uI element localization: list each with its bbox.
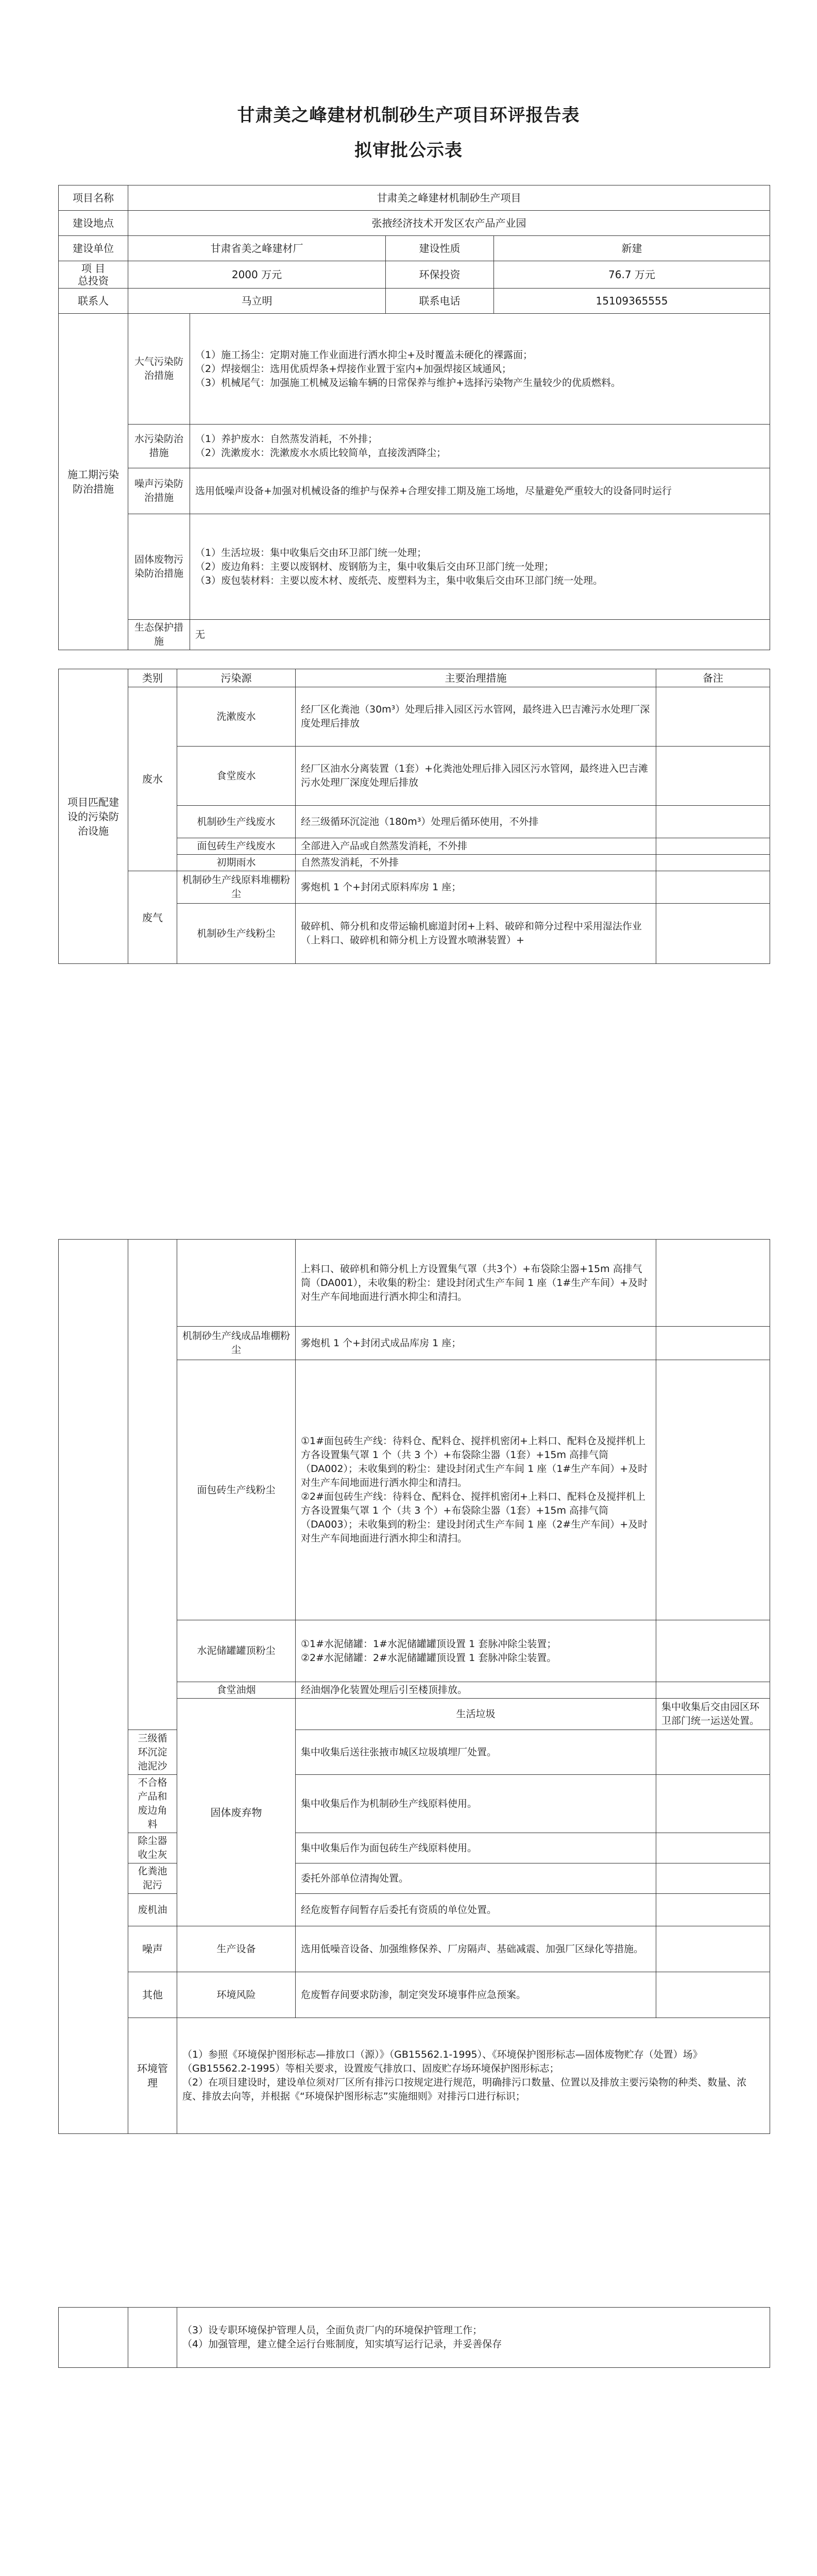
header-category: 类别 (128, 669, 177, 687)
table-row (59, 669, 770, 687)
mgmt-label: 环境管理 (128, 2018, 177, 2134)
water-source: 机制砂生产线废水 (177, 806, 296, 838)
table-row (59, 1240, 770, 1327)
noise-measure: 选用低噪音设备、加强维修保养、厂房隔声、基础减震、加强厂区绿化等措施。 (296, 1926, 656, 1972)
note-cell (656, 1926, 770, 1972)
other-measure: 危废暂存间要求防渗，制定突发环境事件应急预案。 (296, 1972, 656, 2018)
solid-source: 除尘器收尘灰 (128, 1833, 177, 1863)
phone-value: 15109365555 (494, 289, 770, 314)
gas-spacer (128, 1240, 177, 1730)
note-cell (656, 1620, 770, 1682)
gas-measure: 上料口、破碎机和筛分机上方设置集气罩（共3个）+布袋除尘器+15m 高排气筒（DA001），未收集的粉尘：建设封闭式生产车间 1 座（1#生产车间）+及时对生产车间地面进行洒水抑尘和清扫。 (296, 1240, 656, 1327)
solid-measure: 经危废暂存间暂存后委托有资质的单位处置。 (296, 1894, 656, 1926)
water-measure: 全部进入产品或自然蒸发消耗，不外排 (296, 838, 656, 855)
table-row (59, 514, 770, 620)
contact-value: 马立明 (128, 289, 386, 314)
table-row (59, 1775, 770, 1833)
solid-source: 生活垃圾 (296, 1699, 656, 1730)
table-row (59, 1972, 770, 2018)
section-spacer (59, 1240, 128, 2134)
gas-measure: 经油烟净化装置处理后引至楼顶排放。 (296, 1682, 656, 1699)
location-label: 建设地点 (59, 211, 128, 236)
construction-row-text: （1）施工扬尘：定期对施工作业面进行洒水抑尘+及时覆盖未硬化的裸露面； （2）焊接烟尘：选用优质焊条+焊接作业置于室内+加强焊接区域通风； （3）机械尾气：加强施工机械及运输车辆的日常保养与维护+选择污染物产生量较少的优质燃料。 (190, 314, 770, 425)
construction-row-name: 生态保护措施 (128, 620, 190, 650)
unit-value: 甘肃省美之峰建材厂 (128, 236, 386, 261)
gas-source: 机制砂生产线成品堆棚粉尘 (177, 1327, 296, 1360)
water-source: 食堂废水 (177, 747, 296, 806)
mgmt-spacer (128, 2308, 177, 2368)
solid-measure: 集中收集后交由园区环卫部门统一运送处置。 (656, 1699, 770, 1730)
gas-measure: 雾炮机 1 个+封闭式原料库房 1 座； (296, 871, 656, 904)
note-cell (656, 687, 770, 747)
table-row (59, 261, 770, 289)
operation-table-continued (58, 1239, 770, 2134)
water-source: 洗漱废水 (177, 687, 296, 747)
water-measure: 经三级循环沉淀池（180m³）处理后循环使用，不外排 (296, 806, 656, 838)
water-source: 面包砖生产线废水 (177, 838, 296, 855)
table-row (59, 1926, 770, 1972)
env-invest-label: 环保投资 (386, 261, 494, 289)
construction-row-name: 水污染防治措施 (128, 425, 190, 468)
gas-label: 废气 (128, 871, 177, 964)
page-subtitle: 拟审批公示表 (354, 140, 463, 161)
solid-source: 废机油 (128, 1894, 177, 1926)
water-label: 废水 (128, 687, 177, 871)
operation-section-label: 项目匹配建设的污染防治设施 (59, 669, 128, 964)
location-value: 张掖经济技术开发区农产品产业园 (128, 211, 770, 236)
water-source: 初期雨水 (177, 855, 296, 871)
construction-row-name: 固体废物污染防治措施 (128, 514, 190, 620)
note-cell (656, 747, 770, 806)
table-row (59, 1894, 770, 1926)
note-cell (656, 1972, 770, 2018)
header-source: 污染源 (177, 669, 296, 687)
solid-source: 不合格产品和废边角料 (128, 1775, 177, 1833)
nature-value: 新建 (494, 236, 770, 261)
water-measure: 自然蒸发消耗，不外排 (296, 855, 656, 871)
table-row (59, 185, 770, 211)
table-row (59, 2018, 770, 2134)
gas-source: 面包砖生产线粉尘 (177, 1360, 296, 1620)
noise-source: 生产设备 (177, 1926, 296, 1972)
unit-label: 建设单位 (59, 236, 128, 261)
note-cell (656, 855, 770, 871)
mgmt-text-cont: （3）设专职环境保护管理人员，全面负责厂内的环境保护管理工作； （4）加强管理，建立健全运行台账制度，知实填写运行记录，并妥善保存 (177, 2308, 770, 2368)
table-row (59, 1730, 770, 1775)
note-cell (656, 871, 770, 904)
table-row (59, 289, 770, 314)
water-measure: 经厂区化粪池（30m³）处理后排入园区污水管网，最终进入巴吉滩污水处理厂深度处理后排放 (296, 687, 656, 747)
table-row (59, 687, 770, 747)
construction-row-name: 噪声污染防治措施 (128, 468, 190, 514)
note-cell (656, 904, 770, 964)
construction-row-text: 无 (190, 620, 770, 650)
table-row (59, 1863, 770, 1894)
note-cell (656, 1327, 770, 1360)
project-name-value: 甘肃美之峰建材机制砂生产项目 (128, 185, 770, 211)
gas-measure: ①1#面包砖生产线：待料仓、配料仓、搅拌机密闭+上料口、配料仓及搅拌机上方各设置集气罩 1 个（共 3 个）+布袋除尘器（1套）+15m 高排气筒（DA002）；未收集到的粉尘：建设封闭式生产车间 1 座（1#生产车间）+及时对生产车间地面进行洒水抑尘和清扫。 ②2#面包砖生产线：待料仓、配料仓、搅拌机密闭+上料口、配料仓及搅拌机上方各设置集气罩 1 个（共 3 个）+布袋除尘器（1套）+15m 高排气筒（DA003）；未收集到的粉尘：建设封闭式生产车间 1 座（2#生产车间）+及时对生产车间地面进行洒水抑尘和清扫。 (296, 1360, 656, 1620)
table-row (59, 2308, 770, 2368)
nature-label: 建设性质 (386, 236, 494, 261)
investment-label: 项 目 总投资 (59, 261, 128, 289)
table-row (59, 620, 770, 650)
env-invest-value: 76.7 万元 (494, 261, 770, 289)
note-cell (656, 1682, 770, 1699)
solid-measure: 委托外部单位清掏处置。 (296, 1863, 656, 1894)
note-cell (656, 1863, 770, 1894)
construction-section-label: 施工期污染防治措施 (59, 314, 128, 650)
table-row (59, 236, 770, 261)
note-cell (656, 1730, 770, 1775)
header-measure: 主要治理措施 (296, 669, 656, 687)
table-row (59, 1833, 770, 1863)
note-cell (656, 1775, 770, 1833)
solid-measure: 集中收集后作为面包砖生产线原料使用。 (296, 1833, 656, 1863)
noise-label: 噪声 (128, 1926, 177, 1972)
mgmt-text: （1）参照《环境保护图形标志—排放口（源）》（GB15562.1-1995）、《环境保护图形标志—固体废物贮存（处置）场》（GB15562.2-1995）等相关要求，设置废气排放口、固废贮存场环境保护图形标志； （2）在项目建设时，建设单位须对厂区所有排污口按规定进行规范，明确排污口数量、位置以及排放主要污染物的种类、数量、浓度、排放去向等，并根据《“环境保护图形标志”实施细则》对排污口进行标识； (177, 2018, 770, 2134)
project-name-label: 项目名称 (59, 185, 128, 211)
note-cell (656, 806, 770, 838)
table-row (59, 468, 770, 514)
operation-table (58, 669, 770, 964)
mgmt-table-continued (58, 2307, 770, 2368)
solid-measure: 集中收集后送往张掖市城区垃圾填埋厂处置。 (296, 1730, 656, 1775)
note-cell (656, 1833, 770, 1863)
construction-row-name: 大气污染防治措施 (128, 314, 190, 425)
gas-source: 机制砂生产线粉尘 (177, 904, 296, 964)
solid-source: 三级循环沉淀池泥沙 (128, 1730, 177, 1775)
contact-label: 联系人 (59, 289, 128, 314)
other-label: 其他 (128, 1972, 177, 2018)
other-source: 环境风险 (177, 1972, 296, 2018)
page-title: 甘肃美之峰建材机制砂生产项目环评报告表 (237, 105, 580, 126)
note-cell (656, 1240, 770, 1327)
phone-label: 联系电话 (386, 289, 494, 314)
table-row (59, 871, 770, 904)
water-measure: 经厂区油水分离装置（1套）+化粪池处理后排入园区污水管网，最终进入巴吉滩污水处理厂深度处理后排放 (296, 747, 656, 806)
table-row (59, 211, 770, 236)
gas-source: 机制砂生产线原料堆棚粉尘 (177, 871, 296, 904)
solid-measure: 集中收集后作为机制砂生产线原料使用。 (296, 1775, 656, 1833)
gas-measure: 雾炮机 1 个+封闭式成品库房 1 座； (296, 1327, 656, 1360)
gas-source: 水泥储罐罐顶粉尘 (177, 1620, 296, 1682)
note-cell (656, 1894, 770, 1926)
construction-row-text: 选用低噪声设备+加强对机械设备的维护与保养+合理安排工期及施工场地，尽量避免严重较大的设备同时运行 (190, 468, 770, 514)
section-spacer (59, 2308, 128, 2368)
construction-row-text: （1）养护废水：自然蒸发消耗，不外排； （2）洗漱废水：洗漱废水水质比较简单，直接泼洒降尘； (190, 425, 770, 468)
gas-source: 食堂油烟 (177, 1682, 296, 1699)
project-info-table (58, 185, 770, 650)
investment-value: 2000 万元 (128, 261, 386, 289)
solid-label: 固体废弃物 (177, 1699, 296, 1926)
gas-source (177, 1240, 296, 1327)
note-cell (656, 838, 770, 855)
solid-source: 化粪池泥污 (128, 1863, 177, 1894)
table-row (59, 314, 770, 425)
gas-measure: ①1#水泥储罐：1#水泥储罐罐顶设置 1 套脉冲除尘装置； ②2#水泥储罐：2#水泥储罐罐顶设置 1 套脉冲除尘装置。 (296, 1620, 656, 1682)
gas-measure: 破碎机、筛分机和皮带运输机廊道封闭+上料、破碎和筛分过程中采用湿法作业（上料口、破碎机和筛分机上方设置水喷淋装置）+ (296, 904, 656, 964)
header-note: 备注 (656, 669, 770, 687)
table-row (59, 425, 770, 468)
note-cell (656, 1360, 770, 1620)
construction-row-text: （1）生活垃圾：集中收集后交由环卫部门统一处理； （2）废边角料：主要以废钢材、废钢筋为主，集中收集后交由环卫部门统一处理； （3）废包装材料：主要以废木材、废纸壳、废塑料为主，集中收集后交由环卫部门统一处理。 (190, 514, 770, 620)
